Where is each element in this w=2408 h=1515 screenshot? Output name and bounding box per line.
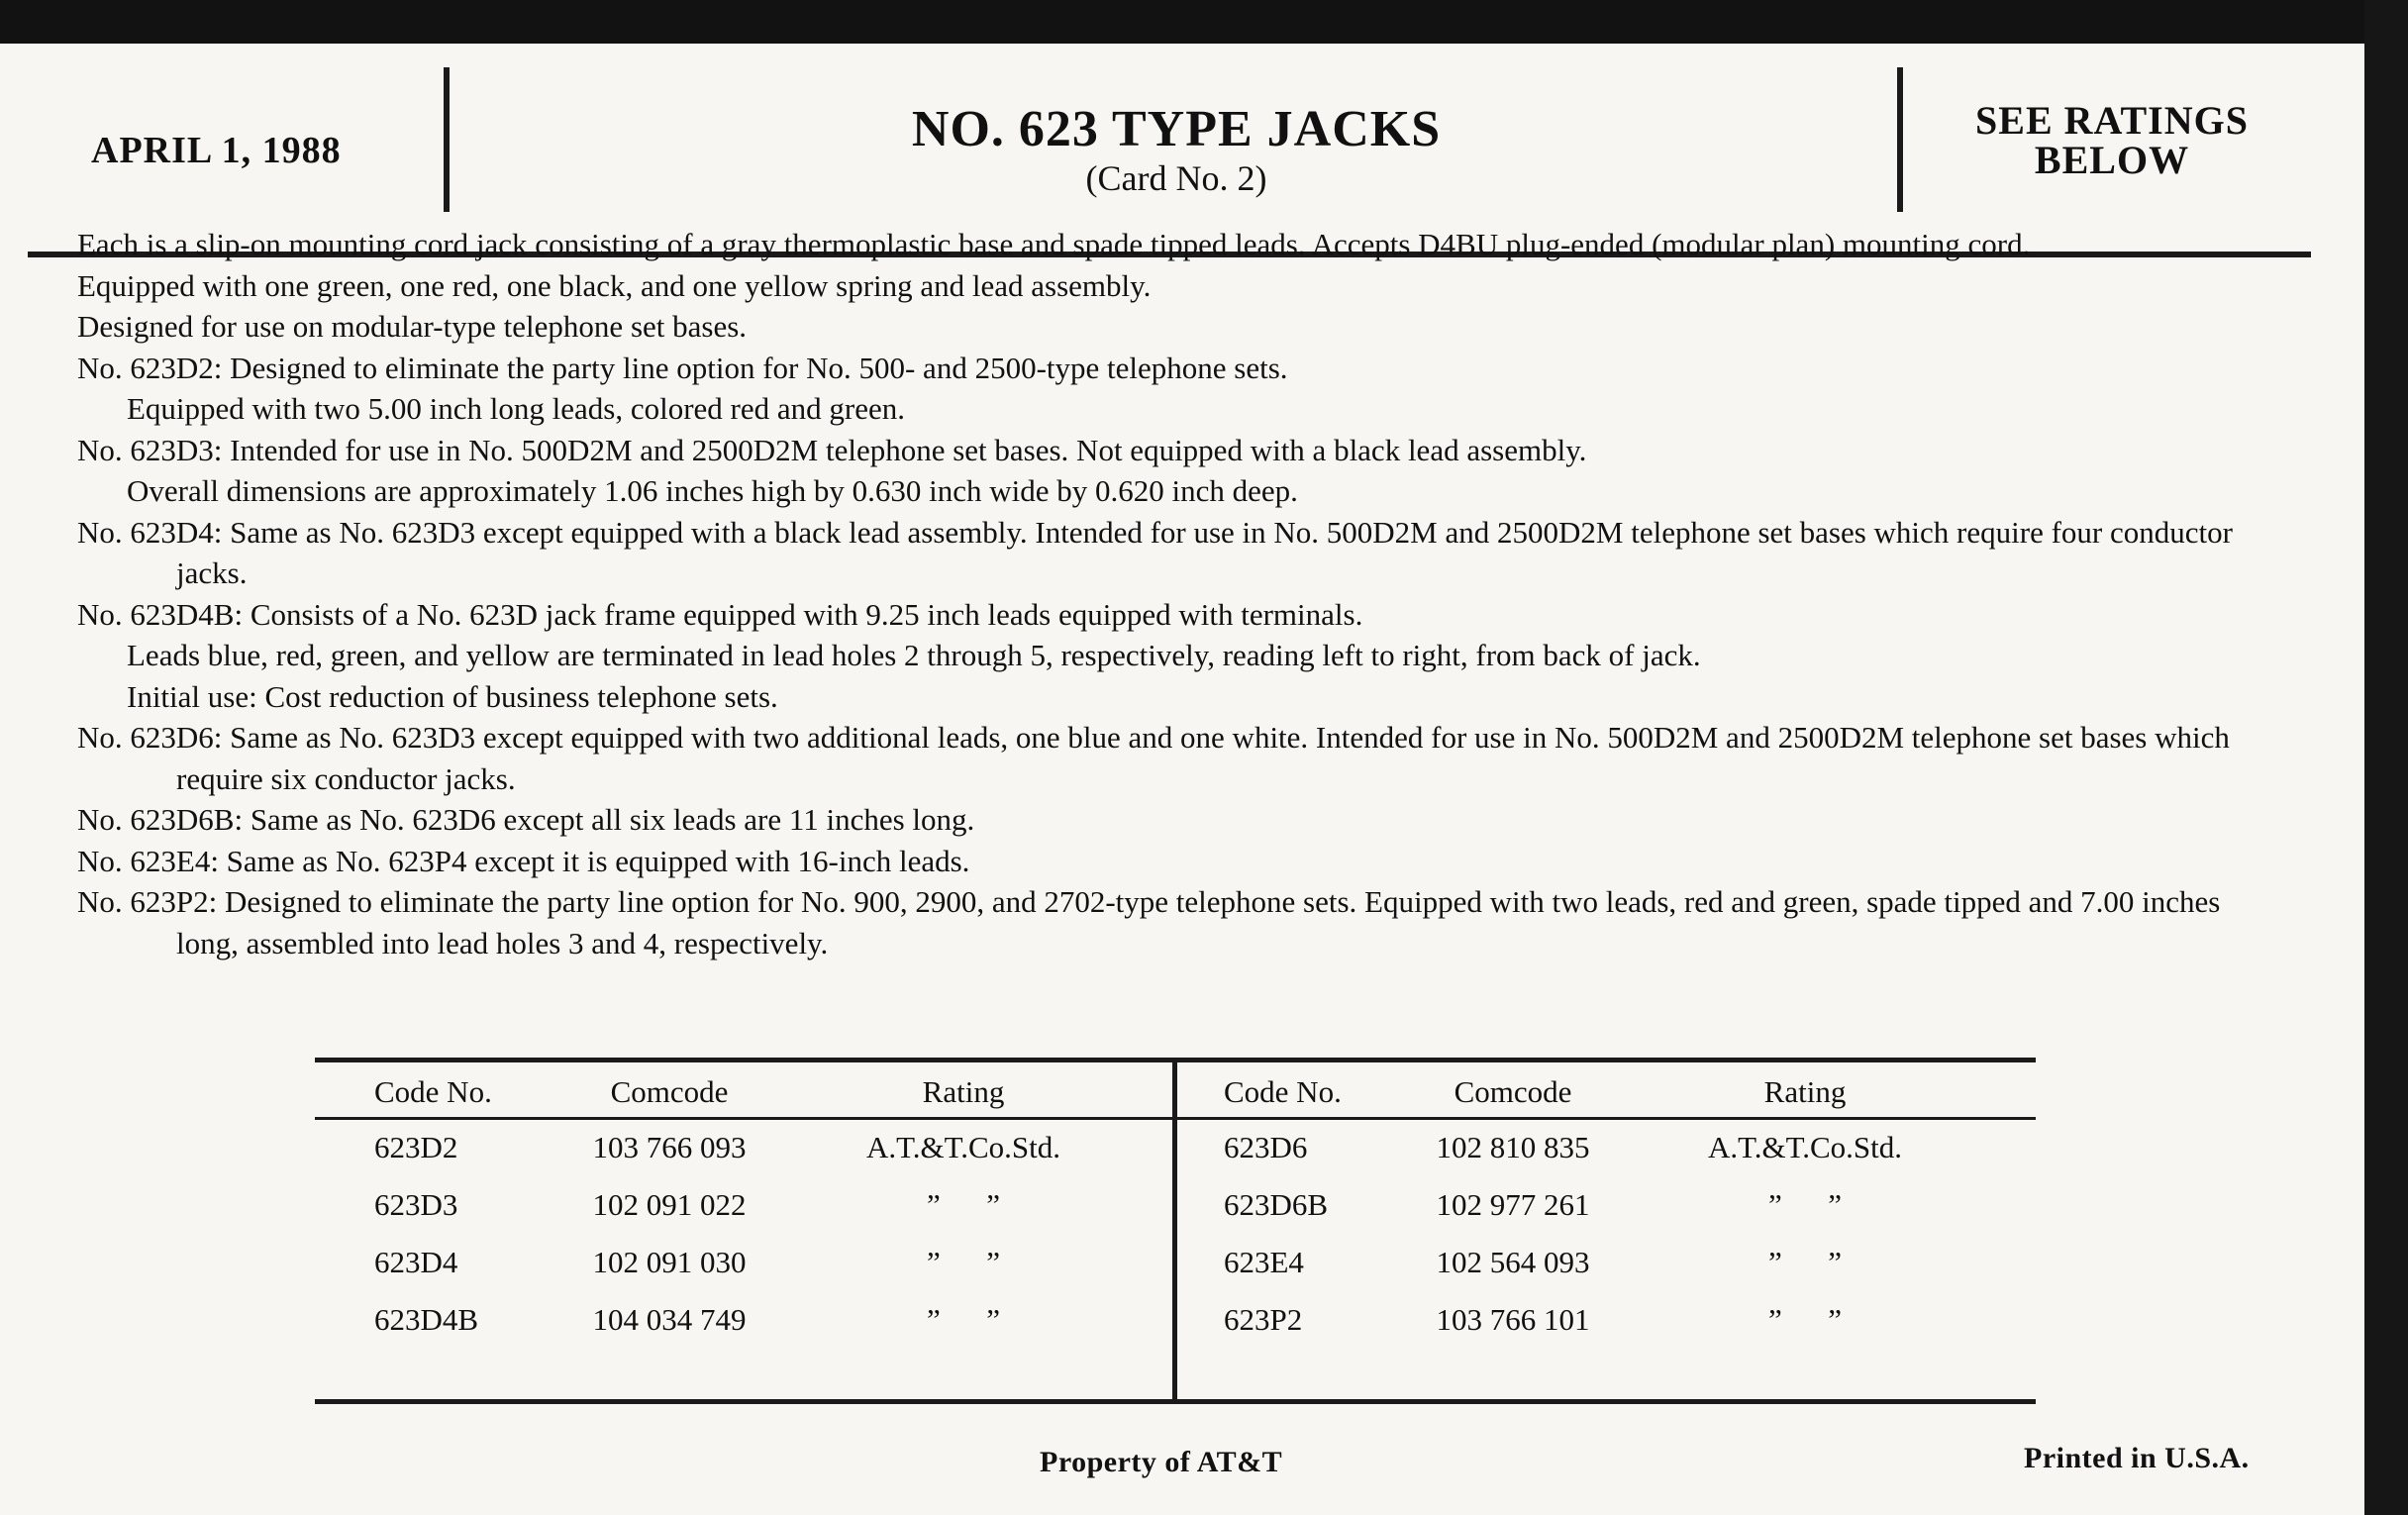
- title-block: [463, 101, 1889, 198]
- code-number-cell: 623D2: [374, 1130, 458, 1164]
- column-header: Comcode: [1454, 1074, 1572, 1109]
- rating-cell: ” ”: [1767, 1187, 1843, 1222]
- column-header: Code No.: [374, 1074, 492, 1109]
- description-paragraph: Overall dimensions are approximately 1.06 inches high by 0.630 inch wide by 0.620 inch deep.: [127, 473, 1298, 508]
- table-row: [315, 1124, 2036, 1171]
- rating-cell: ” ”: [1767, 1245, 1843, 1279]
- comcode-cell: 104 034 749: [592, 1302, 747, 1337]
- code-number-cell: 623D6: [1224, 1130, 1308, 1164]
- comcode-cell: 102 564 093: [1436, 1245, 1590, 1279]
- description-paragraph: Designed for use on modular-type telephone set bases.: [77, 309, 748, 344]
- table-header-row: [315, 1068, 2036, 1116]
- issue-date: APRIL 1, 1988: [91, 130, 342, 171]
- print-notice: Printed in U.S.A.: [2024, 1442, 2250, 1474]
- column-header: Comcode: [610, 1074, 729, 1109]
- description-paragraph: Initial use: Cost reduction of business telephone sets.: [127, 678, 778, 714]
- scan-edge: [2364, 0, 2408, 1515]
- description-paragraph: No. 623D6B: Same as No. 623D6 except all six leads are 11 inches long.: [77, 802, 975, 837]
- description-paragraph: Equipped with one green, one red, one black, and one yellow spring and lead assembly.: [77, 267, 1152, 303]
- comcode-cell: 102 977 261: [1436, 1187, 1590, 1222]
- rating-cell: ” ”: [1767, 1302, 1843, 1337]
- comcode-cell: 102 091 030: [592, 1245, 747, 1279]
- description-paragraph: No. 623D4: Same as No. 623D3 except equipped with a black lead assembly. Intended for use in No. 500D2M and 2500D2M telephone set bases which require four conductor jacks.: [77, 514, 2233, 590]
- rating-cell: A.T.&T.Co.Std.: [1707, 1130, 1903, 1164]
- table-row: [315, 1296, 2036, 1344]
- page-title: NO. 623 TYPE JACKS: [911, 101, 1442, 157]
- code-number-cell: 623D4B: [374, 1302, 479, 1337]
- column-header: Code No.: [1224, 1074, 1342, 1109]
- rating-cell: ” ”: [926, 1245, 1001, 1279]
- table-header-rule: [315, 1117, 2036, 1120]
- ratings-note-line2: BELOW: [2034, 138, 2190, 182]
- code-number-cell: 623P2: [1224, 1302, 1303, 1337]
- ratings-note: [1919, 98, 2305, 182]
- rating-cell: ” ”: [926, 1302, 1001, 1337]
- description-paragraph: No. 623D2: Designed to eliminate the party line option for No. 500- and 2500-type telephone sets.: [77, 350, 1288, 385]
- card-number: (Card No. 2): [1085, 158, 1267, 198]
- description-body: [77, 224, 2275, 963]
- description-paragraph: No. 623D4B: Consists of a No. 623D jack frame equipped with 9.25 inch leads equipped with terminals.: [77, 596, 1363, 632]
- code-number-cell: 623E4: [1224, 1245, 1304, 1279]
- description-paragraph: Each is a slip-on mounting cord jack consisting of a gray thermoplastic base and spade tipped leads. Accepts D4BU plug-ended (modular plan) mounting cord.: [77, 227, 2031, 261]
- comcode-cell: 102 810 835: [1436, 1130, 1590, 1164]
- header-divider: [1897, 67, 1903, 212]
- comcode-cell: 102 091 022: [592, 1187, 747, 1222]
- code-number-cell: 623D4: [374, 1245, 458, 1279]
- description-paragraph: Equipped with two 5.00 inch long leads, colored red and green.: [127, 391, 905, 426]
- document-card: [0, 44, 2364, 1515]
- description-paragraph: No. 623D3: Intended for use in No. 500D2M and 2500D2M telephone set bases. Not equipped with a black lead assembly.: [77, 432, 1587, 467]
- code-number-cell: 623D6B: [1224, 1187, 1329, 1222]
- column-header: Rating: [1763, 1074, 1847, 1109]
- description-paragraph: No. 623D6: Same as No. 623D3 except equipped with two additional leads, one blue and one white. Intended for use in No. 500D2M and 2500D2M telephone set bases which require six conductor jacks.: [77, 720, 2230, 796]
- header-divider: [444, 67, 450, 212]
- rating-cell: ” ”: [926, 1187, 1001, 1222]
- comcode-cell: 103 766 101: [1436, 1302, 1590, 1337]
- column-header: Rating: [922, 1074, 1005, 1109]
- ratings-table: [315, 1058, 2036, 1404]
- description-paragraph: No. 623E4: Same as No. 623P4 except it is equipped with 16-inch leads.: [77, 843, 970, 878]
- table-row: [315, 1181, 2036, 1229]
- comcode-cell: 103 766 093: [592, 1130, 747, 1164]
- property-notice: Property of AT&T: [1040, 1446, 1283, 1478]
- code-number-cell: 623D3: [374, 1187, 458, 1222]
- description-paragraph: No. 623P2: Designed to eliminate the party line option for No. 900, 2900, and 2702-type telephone sets. Equipped with two leads, red and green, spade tipped and 7.00 inches long, assembled into lead holes 3 and 4, respectively.: [77, 884, 2221, 960]
- rating-cell: A.T.&T.Co.Std.: [865, 1130, 1061, 1164]
- description-paragraph: Leads blue, red, green, and yellow are terminated in lead holes 2 through 5, respectively, reading left to right, from back of jack.: [127, 638, 1701, 672]
- table-row: [315, 1239, 2036, 1286]
- ratings-note-line1: SEE RATINGS: [1975, 98, 2249, 143]
